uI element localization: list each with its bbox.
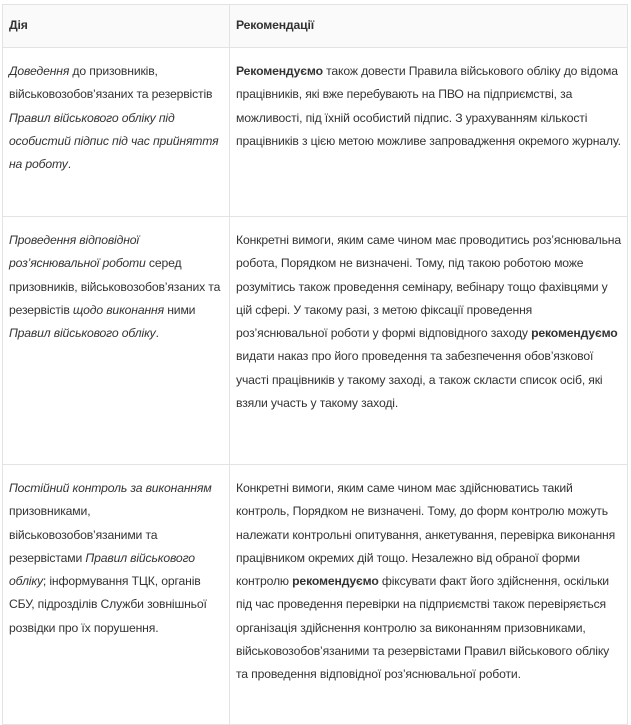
action-cell: [3, 465, 230, 725]
recommendation-text: видати наказ про його проведення та забезпечення обов’язкової участі працівників у такому заході, а також скласти список осіб, які взяли участь у такому заході.: [236, 349, 603, 411]
recommendation-cell: [230, 217, 628, 465]
action-italic-text: Постійний контроль за виконанням: [9, 481, 212, 495]
action-text: .: [155, 326, 159, 341]
recommendation-text: фіксувати факт його здійснення, оскільки під час проведення перевірки на підприємстві також перевіряється організація здійснення контролю за виконанням призовниками, військовозобов’язаними та резервістами Правил військового обліку та проведення відповідної роз’яснювальної роботи.: [236, 574, 610, 682]
header-recommendation: Рекомендації: [230, 5, 628, 48]
table-header-row: [3, 5, 628, 48]
recommendation-text: Конкретні вимоги, яким саме чином має проводитись роз’яснювальна робота, Порядком не визначені. Тому, під такою роботою може розумітись також проведення семінару, вебінару тощо фахівцями у цій сфері. У такому разі, з метою фіксації проведення роз’яснювальної роботи у формі відповідного заходу: [236, 233, 621, 341]
action-text: ; інформування ТЦК, органів СБУ, підрозділів Служби зовнішньої розвідки про їх порушення.: [9, 574, 207, 635]
recommendations-table: [2, 4, 628, 725]
action-cell: [3, 48, 230, 217]
recommendation-bold-text: рекомендуємо: [531, 326, 618, 341]
table-row: [3, 48, 628, 217]
action-italic-text: Правил військового обліку: [9, 326, 156, 341]
recommendation-bold-text: рекомендуємо: [292, 574, 379, 589]
header-action: Дія: [3, 5, 230, 48]
recommendation-cell: [230, 465, 628, 725]
action-italic-text: Проведення відповідної роз’яснювальної роботи: [9, 233, 146, 271]
action-text: призовниками, військовозобов’язаними та резервістами: [9, 504, 158, 565]
action-text: .: [67, 157, 71, 172]
action-italic-text: щодо виконання: [72, 302, 164, 317]
recommendation-text: також довести Правила військового обліку до відома працівників, які вже перебувають на ПВО на підприємстві, за можливості, під їхній особистий підпис. З урахуванням кількості працівників з цією метою можливе запровадження окремого журналу.: [236, 64, 621, 148]
table-row: [3, 465, 628, 725]
action-italic-text: Правил військового обліку: [9, 550, 195, 589]
action-italic-text: Правил військового обліку під особистий підпис під час прийняття на роботу: [9, 110, 219, 172]
table-row: [3, 217, 628, 465]
recommendation-cell: [230, 48, 628, 217]
recommendation-text: Конкретні вимоги, яким саме чином має здійснюватись такий контроль, Порядком не визначені. Тому, до форм контролю можуть належати контрольні опитування, анкетування, перевірка виконання працівником окремих дій тощо. Незалежно від обраної форми контролю: [236, 481, 616, 589]
action-text: до призовників, військовозобов’язаних та резервістів: [9, 64, 213, 102]
action-text: ними: [163, 302, 196, 317]
action-cell: [3, 217, 230, 465]
recommendation-bold-text: Рекомендуємо: [236, 64, 323, 78]
action-text: серед призовників, військовозобов’язаних та резервістів: [9, 256, 221, 317]
action-italic-text: Доведення: [9, 64, 70, 78]
